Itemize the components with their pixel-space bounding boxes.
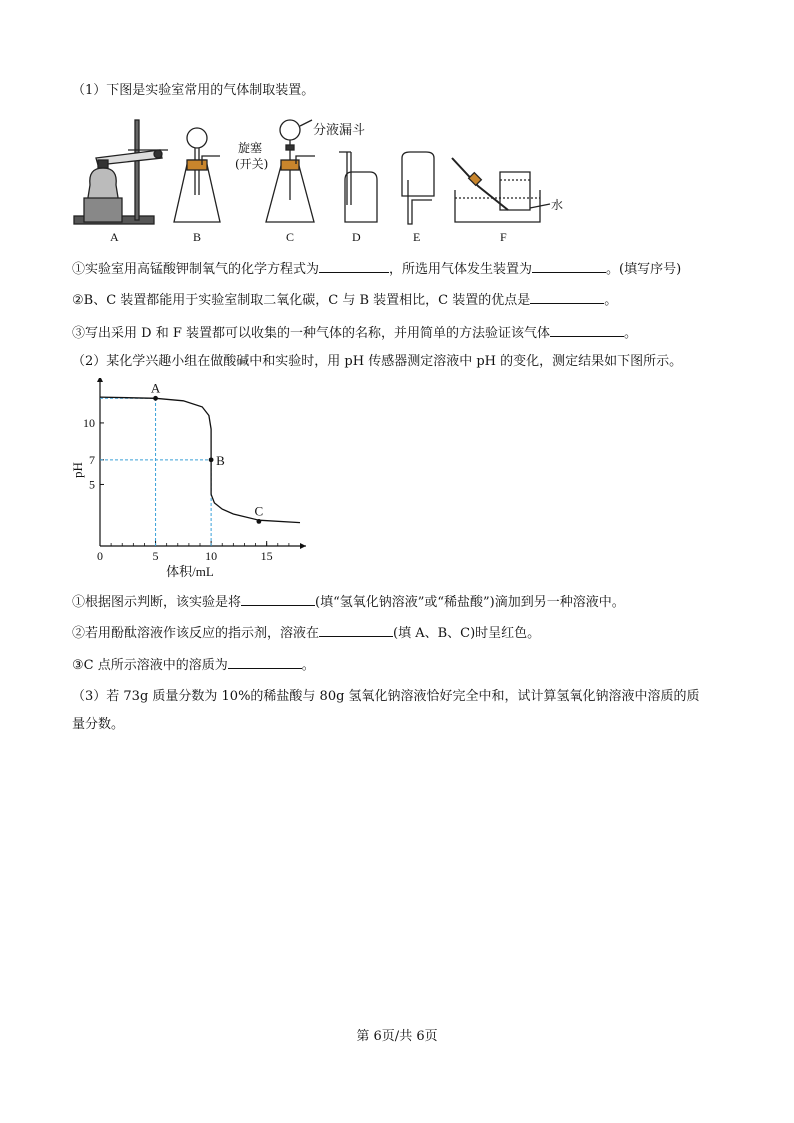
funnel-callout: 分液漏斗	[313, 123, 366, 138]
point-label: C	[254, 503, 264, 519]
point-label: A	[150, 380, 161, 396]
y-tick-label: 7	[89, 452, 95, 467]
switch-callout: (开关)	[235, 157, 269, 171]
label-b: B	[193, 230, 202, 244]
label-a: A	[110, 230, 119, 244]
apparatus-d	[339, 152, 377, 222]
page-footer: 第 6页/共 6页	[356, 1029, 438, 1044]
x-tick-label: 0	[97, 549, 103, 563]
point-c	[256, 519, 261, 524]
q1-sub1: ①实验室用高锰酸钾制氧气的化学方程式为 ，所选用气体发生装置为 。(填写序号)	[72, 259, 681, 279]
stopcock-callout: 旋塞	[238, 141, 263, 155]
answer-blank[interactable]	[550, 323, 624, 337]
y-tick-label: 10	[83, 415, 95, 430]
q2-intro: （2）某化学兴趣小组在做酸碱中和实验时，用 pH 传感器测定溶液中 pH 的变化，测定结果如下图所示。	[72, 354, 683, 369]
q3-line1: （3）若 73g 质量分数为 10%的稀盐酸与 80g 氢氧化钠溶液恰好完全中和，试计算氢氧化钠溶液中溶质的质	[72, 689, 700, 704]
label-e: E	[413, 230, 421, 244]
apparatus-b	[174, 128, 220, 222]
x-tick-label: 10	[205, 549, 218, 563]
q2-sub3: ③C 点所示溶液中的溶质为 。	[72, 655, 315, 675]
label-c: C	[286, 230, 295, 244]
y-axis-label: pH	[70, 462, 85, 478]
apparatus-a	[74, 120, 168, 224]
answer-blank[interactable]	[319, 623, 393, 637]
y-tick-label: 5	[89, 477, 95, 492]
point-b	[209, 457, 214, 462]
apparatus-f	[452, 158, 550, 222]
q3-line2: 量分数。	[72, 717, 125, 732]
answer-blank[interactable]	[319, 259, 389, 273]
q1-sub2: ②B、C 装置都能用于实验室制取二氧化碳，C 与 B 装置相比，C 装置的优点是 。	[72, 290, 617, 310]
y-axis-arrow	[97, 378, 103, 382]
label-d: D	[352, 230, 361, 244]
point-a	[153, 396, 158, 401]
answer-blank[interactable]	[241, 592, 315, 606]
answer-blank[interactable]	[228, 655, 302, 669]
label-f: F	[500, 230, 507, 244]
apparatus-figure	[0, 0, 794, 250]
water-callout: 水	[551, 198, 564, 212]
x-tick-label: 15	[260, 549, 273, 563]
q1-intro: （1）下图是实验室常用的气体制取装置。	[72, 83, 315, 98]
answer-blank[interactable]	[530, 290, 604, 304]
answer-blank[interactable]	[532, 259, 606, 273]
apparatus-c	[266, 120, 315, 222]
q2-sub1: ①根据图示判断，该实验是将 (填“氢氧化钠溶液”或“稀盐酸”)滴加到另一种溶液中。	[72, 592, 625, 612]
x-axis-label: 体积/mL	[166, 564, 214, 578]
x-tick-label: 5	[152, 549, 159, 563]
q1-sub3: ③写出采用 D 和 F 装置都可以收集的一种气体的名称，并用简单的方法验证该气体 。	[72, 323, 637, 343]
q2-sub2: ②若用酚酞溶液作该反应的指示剂，溶液在 (填 A、B、C)时呈红色。	[72, 623, 540, 643]
point-label: B	[216, 452, 225, 468]
x-axis-arrow	[300, 543, 306, 549]
apparatus-e	[402, 152, 434, 224]
ph-chart	[70, 378, 310, 578]
